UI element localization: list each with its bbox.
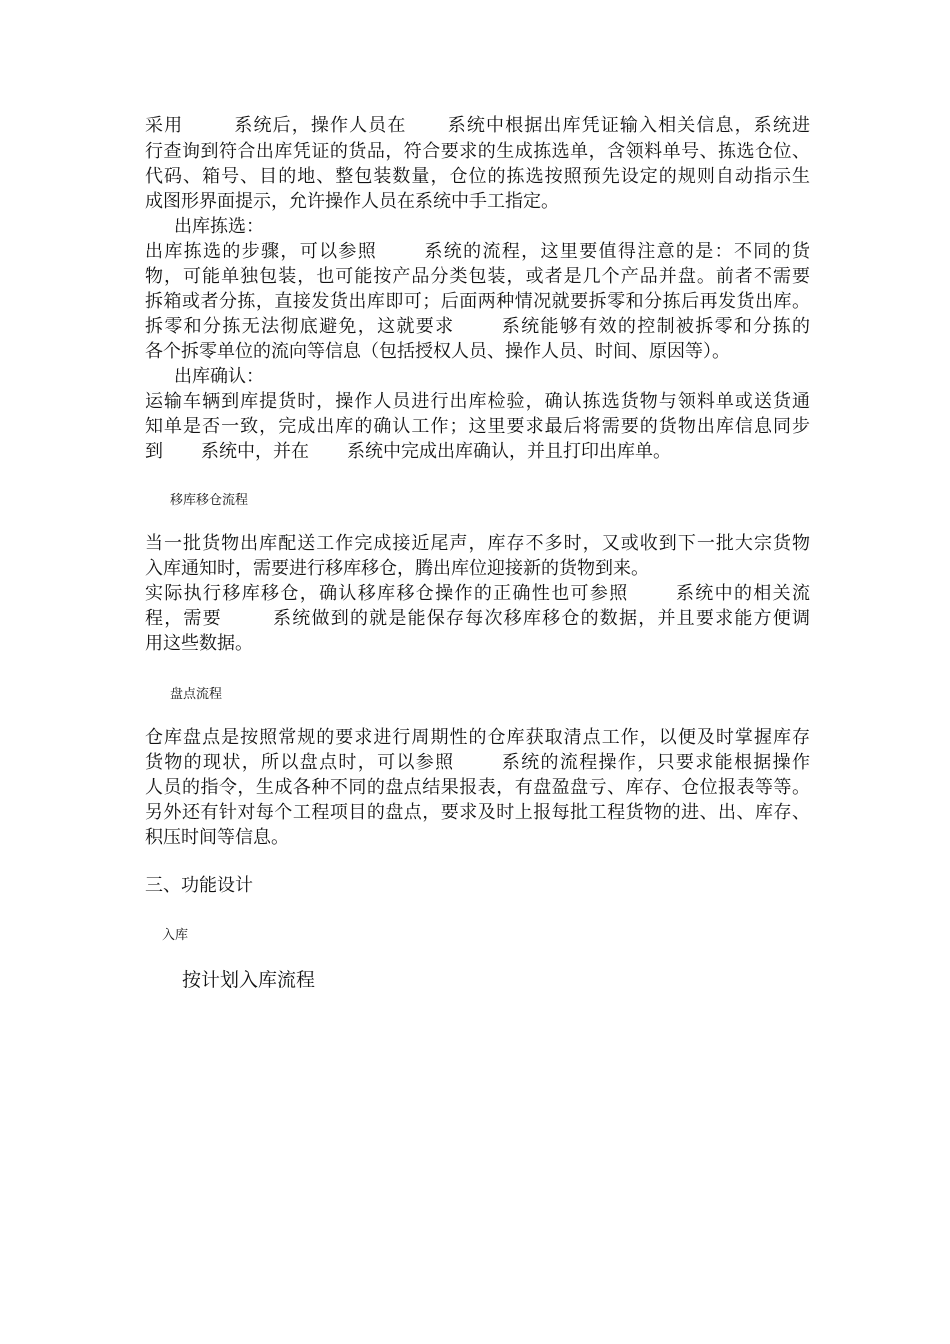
section-heading-function-design: 三、功能设计 [145,875,253,896]
paragraph-line: 另外还有针对每个工程项目的盘点，要求及时上报每批工程货物的进、出、库存、 [145,802,810,823]
paragraph-line: 实际执行移库移仓，确认移库移仓操作的正确性也可参照 系统中的相关流 [145,583,810,604]
paragraph-line: 入库通知时，需要进行移库移仓，腾出库位迎接新的货物到来。 [145,558,649,579]
paragraph-line: 到 系统中，并在 系统中完成出库确认，并且打印出库单。 [145,441,671,462]
subheading-confirm: 出库确认： [174,366,264,387]
subsection-heading-planned-inbound: 按计划入库流程 [182,969,316,991]
paragraph-line: 成图形界面提示，允许操作人员在系统中手工指定。 [145,191,559,212]
paragraph-line: 物，可能单独包装，也可能按产品分类包装，或者是几个产品并盘。前者不需要 [145,266,810,287]
paragraph-line: 各个拆零单位的流向等信息（包括授权人员、操作人员、时间、原因等）。 [145,341,730,362]
paragraph-line: 运输车辆到库提货时，操作人员进行出库检验，确认拣选货物与领料单或送货通 [145,391,810,412]
paragraph-line: 出库拣选的步骤，可以参照 系统的流程，这里要值得注意的是：不同的货 [145,241,810,262]
paragraph-line: 货物的现状，所以盘点时，可以参照 系统的流程操作，只要求能根据操作 [145,752,810,773]
section-heading-move: 移库移仓流程 [170,493,249,508]
paragraph-line: 采用 系统后，操作人员在 系统中根据出库凭证输入相关信息，系统进 [145,115,811,136]
section-heading-count: 盘点流程 [170,687,223,702]
subheading-pick: 出库拣选： [174,216,264,237]
paragraph-line: 用这些数据。 [145,633,253,654]
paragraph-line: 代码、箱号、目的地、整包装数量，仓位的拣选按照预先设定的规则自动指示生 [145,166,810,187]
subsection-heading-inbound: 入库 [162,928,189,943]
paragraph-line: 当一批货物出库配送工作完成接近尾声，库存不多时，又或收到下一批大宗货物 [145,533,810,554]
paragraph-line: 行查询到符合出库凭证的货品，符合要求的生成拣选单，含领料单号、拣选仓位、 [145,141,810,162]
paragraph-line: 拆零和分拣无法彻底避免，这就要求 系统能够有效的控制被拆零和分拣的 [145,316,810,337]
paragraph-line: 仓库盘点是按照常规的要求进行周期性的仓库获取清点工作，以便及时掌握库存 [145,727,810,748]
paragraph-line: 知单是否一致，完成出库的确认工作；这里要求最后将需要的货物出库信息同步 [145,416,810,437]
paragraph-line: 程，需要 系统做到的就是能保存每次移库移仓的数据，并且要求能方便调 [145,608,810,629]
paragraph-line: 积压时间等信息。 [145,827,289,848]
paragraph-line: 人员的指令，生成各种不同的盘点结果报表，有盘盈盘亏、库存、仓位报表等等。 [145,777,810,798]
paragraph-line: 拆箱或者分拣，直接发货出库即可；后面两种情况就要拆零和分拣后再发货出库。 [145,291,810,312]
